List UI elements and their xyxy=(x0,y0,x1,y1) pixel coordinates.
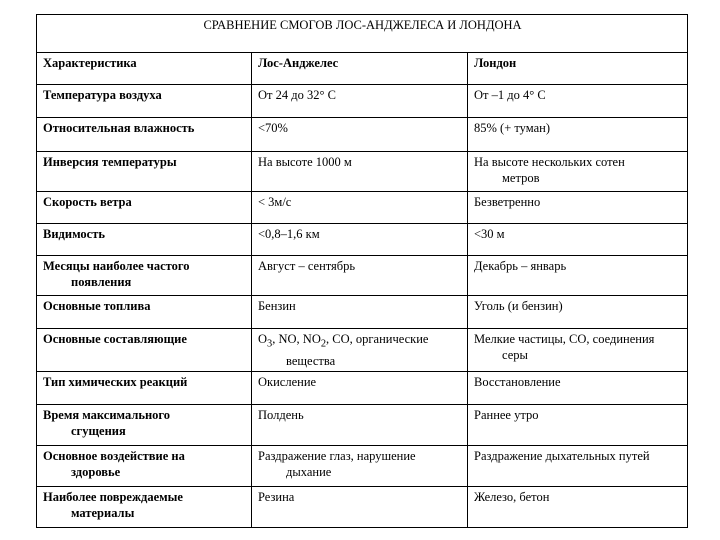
london-value: 85% (+ туман) xyxy=(468,118,688,152)
london-value xyxy=(468,329,688,372)
london-value: Железо, бетон xyxy=(468,486,688,527)
table-row xyxy=(37,85,688,118)
london-value-line1: На высоте нескольких сотен xyxy=(474,155,625,169)
la-value-line1: Раздражение глаз, нарушение xyxy=(258,448,416,463)
subscript-2: 2 xyxy=(320,338,327,350)
la-value: Окисление xyxy=(252,371,468,404)
header-los-angeles: Лос-Анджелес xyxy=(252,53,468,85)
london-value xyxy=(468,152,688,192)
la-value: <70% xyxy=(252,118,468,152)
row-label-line1: Месяцы наиболее частого xyxy=(43,259,190,273)
table-row xyxy=(37,118,688,152)
row-label-line2: материалы xyxy=(71,505,135,520)
la-value: Полдень xyxy=(252,404,468,445)
london-value: Восстановление xyxy=(468,371,688,404)
table-row xyxy=(37,192,688,224)
row-label: Температура воздуха xyxy=(37,85,252,118)
row-label-line1: Основное воздействие на xyxy=(43,448,185,463)
row-label-line2: появления xyxy=(71,275,132,289)
la-value: <0,8–1,6 км xyxy=(252,224,468,256)
formula-o: O xyxy=(258,332,268,346)
row-label-line2: здоровье xyxy=(71,464,121,479)
row-label: Тип химических реакций xyxy=(37,371,252,404)
formula-no: , NO, NO xyxy=(272,332,321,346)
la-value-line1 xyxy=(258,332,429,350)
table-row xyxy=(37,296,688,329)
london-value-line2: метров xyxy=(502,171,540,185)
table-row xyxy=(37,256,688,296)
row-label xyxy=(37,256,252,296)
la-value: От 24 до 32° С xyxy=(252,85,468,118)
table-row xyxy=(37,404,688,445)
row-label-line1: Время максимального xyxy=(43,407,171,422)
london-value: От –1 до 4° С xyxy=(468,85,688,118)
la-value: Бензин xyxy=(252,296,468,329)
table-title: СРАВНЕНИЕ СМОГОВ ЛОС-АНДЖЕЛЕСА И ЛОНДОНА xyxy=(37,15,688,53)
row-label xyxy=(37,404,252,445)
la-value: Резина xyxy=(252,486,468,527)
row-label: Основные составляющие xyxy=(37,329,252,372)
table-title-row xyxy=(37,15,688,53)
table-header-row xyxy=(37,53,688,85)
la-value xyxy=(252,445,468,486)
la-value-line2: вещества xyxy=(286,353,336,368)
row-label: Скорость ветра xyxy=(37,192,252,224)
table-row xyxy=(37,371,688,404)
row-label: Относительная влажность xyxy=(37,118,252,152)
london-value-line1: Мелкие частицы, CO, соединения xyxy=(474,332,655,346)
row-label-line2: сгущения xyxy=(71,423,126,438)
london-value: Декабрь – январь xyxy=(468,256,688,296)
london-value-line2: серы xyxy=(502,348,528,362)
row-label xyxy=(37,445,252,486)
row-label: Видимость xyxy=(37,224,252,256)
la-value: < 3м/с xyxy=(252,192,468,224)
london-value: Раздражение дыхательных путей xyxy=(468,445,688,486)
la-value: На высоте 1000 м xyxy=(252,152,468,192)
london-value: Безветренно xyxy=(468,192,688,224)
table-row xyxy=(37,445,688,486)
row-label: Инверсия температуры xyxy=(37,152,252,192)
formula-rest: , CO, органические xyxy=(326,332,429,346)
la-value-line2: дыхание xyxy=(286,464,332,479)
london-value: Уголь (и бензин) xyxy=(468,296,688,329)
la-value xyxy=(252,329,468,372)
table-row xyxy=(37,224,688,256)
row-label: Основные топлива xyxy=(37,296,252,329)
row-label-line1: Наиболее повреждаемые xyxy=(43,489,183,504)
header-london: Лондон xyxy=(468,53,688,85)
table-row xyxy=(37,329,688,372)
smog-comparison-table xyxy=(36,14,688,528)
table-row xyxy=(37,152,688,192)
london-value: <30 м xyxy=(468,224,688,256)
subscript-3: 3 xyxy=(267,338,273,350)
la-value: Август – сентябрь xyxy=(252,256,468,296)
london-value: Раннее утро xyxy=(468,404,688,445)
header-characteristic: Характеристика xyxy=(37,53,252,85)
table-row xyxy=(37,486,688,527)
row-label xyxy=(37,486,252,527)
